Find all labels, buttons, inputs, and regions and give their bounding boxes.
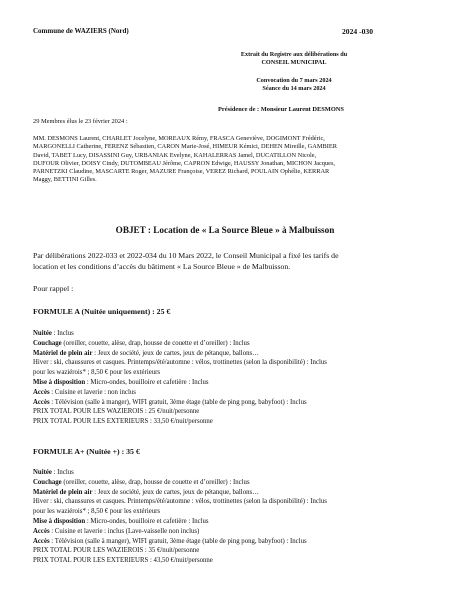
couchage-label: Couchage (33, 339, 62, 347)
nuitee-value: : Inclus (51, 469, 74, 476)
prix-exterieurs: PRIX TOTAL POUR LES EXTERIEURS : 33,50 €/nuit/personne (33, 418, 213, 426)
members-list (33, 135, 421, 185)
acces-label: Accès (33, 388, 50, 396)
mise-value: : Micro-ondes, bouilloire et cafetière : Inclus (85, 378, 209, 386)
extract-block (196, 51, 392, 67)
couchage-value: (oreiller, couette, alèse, drap, housse de couette et d’oreiller) : Inclus (61, 478, 250, 486)
mise-label: Mise à disposition (33, 378, 86, 386)
materiel-label: Matériel de plein air (33, 488, 93, 496)
objet-title: OBJET : Location de « La Source Bleue » à Malbuisson (115, 225, 335, 235)
seance-date: Séance du 14 mars 2024 (262, 84, 326, 92)
members-line: Maggy, BETTINI Gilles. (33, 176, 97, 184)
commune-header: Commune de WAZIERS (Nord) (33, 27, 129, 35)
couchage-row (33, 339, 433, 349)
mise-row (33, 517, 433, 527)
hiver-row-cont: pour les waziérois* ; 8,50 € pour les extérieurs (33, 369, 161, 377)
acces-label: Accès (33, 527, 50, 535)
extract-line-1: Extrait du Registre aux délibérations du (240, 51, 348, 58)
members-count: 29 Membres élus le 23 février 2024 : (33, 118, 128, 125)
materiel-row (33, 349, 433, 359)
members-line: David, TABET Lucy, DISASSINI Guy, URBANIAK Evelyne, KAHALERRAS Jamel, DUCATILLON Nicole, (33, 151, 317, 159)
hiver-row-cont: pour les waziérois* ; 8,50 € pour les extérieurs (33, 508, 161, 516)
prix-wazierois: PRIX TOTAL POUR LES WAZIEROIS : 25 €/nuit/personne (33, 408, 200, 416)
mise-label: Mise à disposition (33, 517, 86, 525)
acces-value: : Cuisine et laverie : inclus (Lave-vaisselle non inclus) (49, 527, 200, 535)
couchage-value: (oreiller, couette, alèse, drap, housse de couette et d’oreiller) : Inclus (61, 339, 250, 347)
mise-row (33, 378, 433, 388)
intro-line: Par délibérations 2022-033 et 2022-034 du 10 Mars 2022, le Conseil Municipal a fixé les tarifs de (33, 251, 339, 260)
acces-value: : Cuisine et laverie : non inclus (49, 388, 136, 396)
convocation-date: Convocation du 7 mars 2024 (256, 77, 332, 84)
members-line: MARGONELLI Catherine, FERENZ Sébastien, CARON Marie-José, HIMEUR Kémici, DEHEN Mireille, GAMBIER (33, 143, 337, 151)
members-line: PARNETZKI Claudine, MASCARTE Roger, MAZURE Françoise, VEREZ Richard, POULAIN Ophélie, KERRAR (33, 168, 330, 176)
presidence: Présidence de : Monsieur Laurent DESMONS (218, 106, 344, 113)
formula-a-title: FORMULE A (Nuitée uniquement) : 25 € (33, 307, 171, 316)
intro-paragraph (33, 251, 425, 272)
mise-value: : Micro-ondes, bouilloire et cafetière : Inclus (85, 517, 209, 525)
nuitee-row (33, 468, 433, 478)
nuitee-label: Nuitée (33, 469, 52, 476)
nuitee-label: Nuitée (33, 330, 52, 337)
formula-a-details (33, 329, 433, 427)
formula-a-plus-details (33, 468, 433, 566)
intro-line: location et les conditions d’accès du bâtiment « La Source Bleue » de Malbuisson. (33, 261, 291, 271)
prix-exterieurs: PRIX TOTAL POUR LES EXTERIEURS : 43,50 €/nuit/personne (33, 557, 213, 565)
formula-a-plus-title: FORMULE A+ (Nuitée +) : 35 € (33, 447, 140, 456)
deliberation-number: 2024 -030 (342, 27, 374, 36)
acces-label: Accès (33, 398, 50, 406)
acces-label: Accès (33, 537, 50, 545)
members-line: DUFOUR Olivier, DOISY Cindy, DUTOMBEAU Jérôme, CAPRON Edwige, HAUSSY Jonathan, MICHON Jacques, (33, 159, 336, 167)
materiel-label: Matériel de plein air (33, 349, 93, 357)
prix-wazierois: PRIX TOTAL POUR LES WAZIEROIS : 35 €/nuit/personne (33, 547, 200, 555)
hiver-row: Hiver : ski, chaussures et casques. Printemps/été/automne : vélos, trottinettes (selon la disponibilité) : Inclus (33, 359, 327, 367)
extract-line-2: CONSEIL MUNICIPAL (261, 58, 327, 66)
hiver-row: Hiver : ski, chaussures et casques. Printemps/été/automne : vélos, trottinettes (selon la disponibilité) : Inclus (33, 498, 327, 506)
acces-tv-row (33, 398, 433, 408)
acces-value: : Télévision (salle à manger), WIFI gratuit, 3ème étage (table de ping pong, babyfoot) : Inclus (49, 537, 307, 545)
materiel-value: : Jeux de société, jeux de cartes, jeux de pétanque, ballons… (92, 349, 259, 357)
nuitee-value: : Inclus (51, 330, 74, 337)
members-line: MM. DESMONS Laurent, CHARLET Jocelyne, MOREAUX Rémy, FRASCA Geneviève, DOGIMONT Frédéric, (33, 135, 325, 142)
rappel-label: Pour rappel : (33, 284, 74, 293)
acces-cuisine-row (33, 527, 433, 537)
materiel-value: : Jeux de société, jeux de cartes, jeux de pétanque, ballons… (92, 488, 259, 496)
materiel-row (33, 488, 433, 498)
acces-cuisine-row (33, 388, 433, 398)
couchage-label: Couchage (33, 478, 62, 486)
acces-value: : Télévision (salle à manger), WIFI gratuit, 3ème étage (table de ping pong, babyfoot) : Inclus (49, 398, 307, 406)
convocation-block (196, 77, 392, 93)
acces-tv-row (33, 537, 433, 547)
couchage-row (33, 478, 433, 488)
nuitee-row (33, 329, 433, 339)
